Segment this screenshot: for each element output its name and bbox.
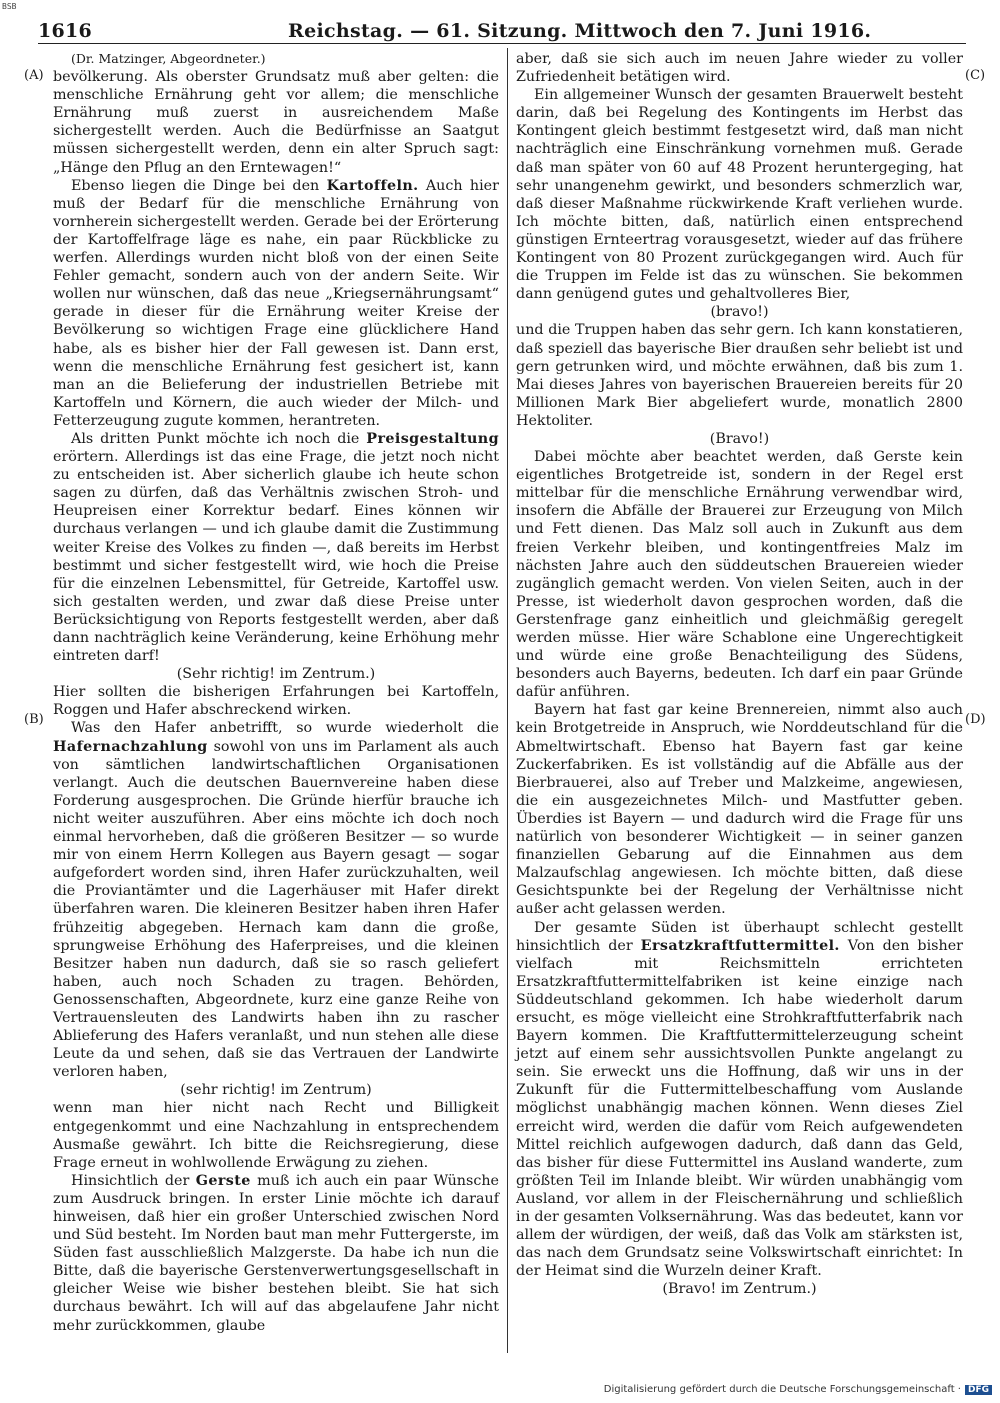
right-column — [516, 50, 963, 1298]
text-run: Was den Hafer anbetrifft, so wurde wiederholt die — [71, 720, 499, 737]
paragraph: Hier sollten die bisherigen Erfahrungen bei Kartoffeln, Roggen und Hafer abschreckend wirken. — [53, 684, 499, 719]
margin-marker-d: (D) — [965, 712, 986, 727]
footer-text: Digitalisierung gefördert durch die Deutsche Forschungsgemeinschaft · — [603, 1384, 961, 1395]
text-run: Der gesamte Süden ist überhaupt schlecht gestellt hinsichtlich der — [516, 919, 963, 954]
paragraph: Ein allgemeiner Wunsch der gesamten Brauerwelt besteht darin, daß bei Regelung des Kontingents im Herbst das Kontingent gleich bestimmt festgesetzt wird, daß man nicht nachträglich eine Einschränkung vornehmen muß. Gerade daß man später von 60 auf 48 Prozent heruntergeging, hat sehr unangenehm gewirkt, und besonders schmerzlich war, daß dieser Maßnahme rückwirkende Kraft verliehen wurde. Ich möchte bitten, daß, natürlich einen entsprechend günstigen Ernteertrag vorausgesetzt, wieder auf das frühere Kontingent von 80 Prozent zurückgegangen wird. Auch für die Truppen im Felde ist das zu wünschen. Sie bekommen dann genügend gutes und gehaltvolleres Bier, — [516, 87, 963, 303]
text-run: Hinsichtlich der — [71, 1172, 196, 1189]
interjection: (bravo!) — [710, 304, 769, 321]
text-run: Ebenso liegen die Dinge bei den — [71, 177, 327, 194]
text-run: Auch hier muß der Bedarf für die menschliche Ernährung von vornherein sichergestellt werden. Gerade bei der Erörterung der Kartoffelfrage läge es nahe, ein paar Rückblicke zu werfen. Allerdings wurden nicht bloß von der einen Seite Fehler gemacht, sondern auch von der andern Seite. Wir wollen nur wünschen, daß das neue „Kriegsernährungsamt“ gerade in dieser für die Ernährung weiter Kreise der Bevölkerung so wichtigen Frage eine glücklichere Hand habe, als es bisher hier der Fall gewesen ist. Dann erst, wenn die menschliche Ernährung fest gesichert ist, kann man an die Belieferung der industriellen Betriebe mit Kartoffeln und Körnern, die auch wieder der Milch- und Fetterzeugung zugute kommen, herantreten. — [53, 177, 499, 429]
paragraph: aber, daß sie sich auch im neuen Jahre wieder zu voller Zufriedenheit betätigen wird. — [516, 51, 963, 86]
library-stamp: BSB — [2, 2, 17, 11]
column-divider — [507, 48, 508, 1353]
text-run: Von den bisher vielfach mit Reichsmitteln errichteten Ersatzkraftfuttermittelfabriken ist keine einzige nach Süddeutschland gekommen. Ich habe wiederholt darum ersucht, es möge vielleicht eine Strohkraftfutterfabrik nach Bayern kommen. Die Kraftfuttermittelerzeugung scheint jetzt auf einem sehr aussichtsvollen Punkte angelangt zu sein. Sie erweckt uns die Hoffnung, daß wir uns in der Zukunft für die Futtermittelbeschaffung vom Auslande möglichst unabhängig machen können. Wenn dieses Ziel erreicht wird, werden die dafür vom Reich aufgewendeten Mittel reichlich aufgewogen dadurch, daß dann das Geld, das bisher für diese Futtermittel ins Ausland wanderte, zum größten Teil im Inlande bleibt. Wir würden unabhängig vom Ausland, vor allem in der Fleischernährung und schließlich in der gesamten Volksernährung. Was das bedeutet, kann vor allem der würdigen, der weiß, daß das Volk am stärksten ist, das nach dem Grundsatz seine Volkswirtschaft einrichtet: In der Heimat sind die Wurzeln deiner Kraft. — [516, 937, 963, 1280]
speaker-line: (Dr. Matzinger, Abgeordneter.) — [71, 51, 266, 66]
paragraph — [516, 919, 963, 1281]
keyword: Preisgestaltung — [366, 430, 499, 447]
keyword: Kartoffeln. — [326, 177, 419, 194]
paragraph — [53, 719, 499, 1081]
text-run: erörtern. Allerdings ist das eine Frage, die jetzt noch nicht zu entscheiden ist. Aber sicherlich glaube ich heute schon sagen zu dürfen, daß das Verhältnis zwischen Stroh- und Heupreisen einer Korrektur bedarf. Eines können wir durchaus verlangen — und ich glaube damit die Zustimmung weiter Kreise des Volkes zu finden —, daß bereits im Herbst bestimmt und sicher festgestellt wird, wie hoch die Preise für die einzelnen Lebensmittel, für Getreide, Kartoffel usw. sich gestalten werden, und zwar daß diese Preise unter Berücksichtigung von Reports festgestellt werden, aber daß dann nachträglich keine Veränderung, keine Erhöhung mehr eintreten darf! — [53, 449, 499, 665]
paragraph: bevölkerung. Als oberster Grundsatz muß aber gelten: die menschliche Ernährung geht vor allem; die menschliche Ernährung muß zuerst in ausreichendem Maße sichergestellt werden. Auch die Bedürfnisse an Saatgut müssen sichergestellt werden, denn ein alter Spruch sagt: „Hänge den Pflug an den Erntewagen!“ — [53, 69, 499, 176]
paragraph: und die Truppen haben das sehr gern. Ich kann konstatieren, daß speziell das bayerische Bier draußen sehr beliebt ist und gern getrunken wird, und möchte erwähnen, daß bis zum 1. Mai dieses Jahres von bayerischen Brauereien bereits für 20 Millionen Mark Bier abgeliefert wurde, monatlich 2800 Hektoliter. — [516, 322, 963, 429]
page-number: 1616 — [38, 20, 93, 42]
paragraph: wenn man hier nicht nach Recht und Billigkeit entgegenkommt und eine Nachzahlung in entsprechendem Ausmaße gewährt. Ich bitte die Reichsregierung, diese Frage erneut in wohlwollende Erwägung zu ziehen. — [53, 1100, 499, 1171]
paragraph: Dabei möchte aber beachtet werden, daß Gerste kein eigentliches Brotgetreide ist, sondern in der Regel erst mittelbar für die menschliche Ernährung verwendbar wird, insofern die Abfälle der Brauerei zur Erzeugung von Milch und Fett dienen. Das Malz soll auch in Zukunft aus dem freien Verkehr bleiben, und kontingentfreies Malz im nächsten Jahre auch den süddeutschen Brauereien wieder zugänglich gemacht werden. Von vielen Seiten, auch in der Presse, ist wiederholt davon gesprochen worden, daß die Gerstenfrage ganz einheitlich und gleichmäßig geregelt werden müsse. Hier wäre Schablone eine Ungerechtigkeit und würde eine große Benachteiligung des Südens, besonders auch Bayerns, bedeuten. Ich darf ein paar Gründe dafür anführen. — [516, 449, 963, 701]
paragraph — [53, 1172, 499, 1335]
interjection: (Bravo! im Zentrum.) — [662, 1281, 817, 1298]
paragraph — [53, 177, 499, 430]
text-run: Als dritten Punkt möchte ich noch die — [71, 430, 367, 447]
header-rule — [38, 43, 966, 44]
interjection: (Sehr richtig! im Zentrum.) — [176, 666, 376, 683]
keyword: Hafernachzahlung — [53, 738, 208, 755]
paragraph: Bayern hat fast gar keine Brennereien, nimmt also auch kein Brotgetreide in Anspruch, wie Norddeutschland für die Abmeltwirtschaft. Ebenso hat Bayern fast gar keine Zuckerfabriken. Es ist vollständig auf die Abfälle aus der Bierbrauerei, also auf Treber und Malzkeime, angewiesen, die ein ausgezeichnetes Milch- und Mastfutter geben. Überdies ist Bayern — und dadurch wird die Frage für uns natürlich von besonderer Wichtigkeit — in seiner ganzen finanziellen Gebarung auf die Einnahmen aus dem Malzaufschlag angewiesen. Ich möchte bitten, daß diese Gesichtspunkte bei der Regelung der Verhältnisse nicht außer acht gelassen werden. — [516, 702, 963, 918]
left-column — [53, 50, 499, 1335]
keyword: Gerste — [195, 1172, 251, 1189]
text-run: muß ich auch ein paar Wünsche zum Ausdruck bringen. In erster Linie möchte ich darauf hinweisen, daß hier ein großer Unterschied zwischen Nord und Süd besteht. Im Norden baut man mehr Futtergerste, im Süden fast ausschließlich Malzgerste. Da habe ich nun die Bitte, daß die bayerische Gerstenverwertungsgesellschaft in gleicher Weise wie bisher bestehen bleibt. Sie hat sich durchaus bewährt. Ich will auf das abgelaufene Jahr nicht mehr zurückkommen, glaube — [53, 1172, 500, 1334]
margin-marker-c: (C) — [965, 68, 986, 83]
page-header — [38, 18, 966, 46]
paragraph — [53, 430, 499, 665]
dfg-logo: DFG — [965, 1385, 992, 1395]
page-title: Reichstag. — 61. Sitzung. Mittwoch den 7. Juni 1916. — [288, 20, 872, 42]
interjection: (Bravo!) — [709, 430, 770, 447]
keyword: Ersatzkraftfuttermittel. — [640, 937, 840, 954]
margin-marker-a: (A) — [24, 68, 44, 83]
margin-marker-b: (B) — [24, 712, 44, 727]
interjection: (sehr richtig! im Zentrum) — [180, 1082, 372, 1099]
footer-credit — [604, 1384, 992, 1395]
text-run: sowohl von uns im Parlament als auch von sämtlichen landwirtschaftlichen Organisationen verlangt. Auch die deutschen Bauernvereine haben diese Forderung ausgesprochen. Die Gründe hierfür brauche ich nicht weiter auszuführen. Aber eins möchte ich doch noch einmal hervorheben, daß die größeren Besitzer — so wurde mir von einem Herrn Kollegen aus Bayern gesagt — sogar aufgefordert worden sind, ihren Hafer zurückzuhalten, weil die Proviantämter und die Lagerhäuser mit Hafer direkt überfahren waren. Die kleineren Besitzer haben ihren Hafer frühzeitig abgegeben. Hernach kam dann die große, sprungweise Erhöhung des Haferpreises, und die kleinen Besitzer haben nun dadurch, daß sie so rasch geliefert haben, auch noch Schaden zu tragen. Behörden, Genossenschaften, Abgeordnete, kurz eine ganze Reihe von Vertrauensleuten des Landwirts haben ihn zu rascher Ablieferung des Hafers veranlaßt, und nun stehen alle diese Leute da und sehen, daß sie das Vertrauen der Landwirte verloren haben, — [53, 738, 499, 1081]
